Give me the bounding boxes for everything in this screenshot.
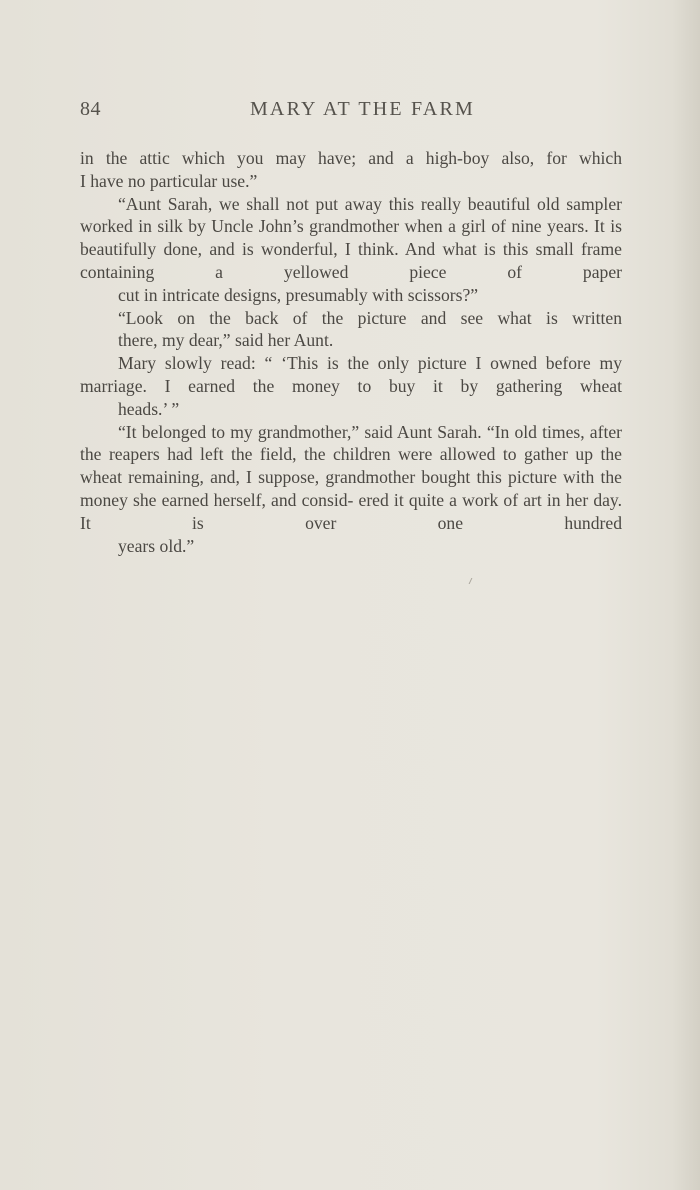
body-text	[80, 147, 622, 557]
text-line: “Look on the back of the picture and see what is written	[118, 307, 622, 328]
text-line: bought this picture with the money she earned herself, and consid-	[80, 467, 622, 510]
text-line: ered it quite a work of art in her day. It is over one hundred	[80, 489, 622, 533]
text-line: cut in intricate designs, presumably with scissors?”	[118, 284, 479, 305]
text-line: I have no particular use.”	[80, 170, 258, 191]
paragraph	[80, 193, 622, 307]
text-line: “Aunt Sarah, we shall not put away this really beautiful old	[118, 193, 560, 214]
page-number: 84	[80, 98, 101, 120]
running-title: MARY AT THE FARM	[249, 98, 476, 120]
text-line: years old.”	[118, 535, 195, 556]
page-header	[80, 98, 625, 124]
text-line: Mary slowly read: “ ‘This is the only picture I owned before	[118, 353, 591, 374]
text-line: of nine years. It is beautifully done, and is wonderful, I think.	[80, 216, 622, 260]
text-line: And what is this small frame containing a yellowed piece of paper	[80, 239, 622, 282]
paragraph	[80, 147, 622, 193]
text-line: heads.’ ”	[118, 398, 180, 419]
paragraph	[80, 352, 622, 420]
pencil-mark	[465, 578, 473, 584]
text-line: there, my dear,” said her Aunt.	[118, 330, 334, 351]
text-line: times, after the reapers had left the field, the children were allowed	[80, 421, 623, 465]
paragraph	[80, 307, 622, 353]
text-line: to gather up the wheat remaining, and, I suppose, grandmother	[80, 444, 622, 488]
text-line: sampler worked in silk by Uncle John’s grandmother when a girl	[80, 193, 622, 237]
text-line: in the attic which you may have; and a high-boy also, for which	[80, 148, 622, 168]
page-edge-shadow	[672, 0, 700, 1190]
paragraph	[80, 421, 622, 558]
text-line: my marriage. I earned the money to buy it by gathering wheat	[80, 353, 622, 396]
text-line: “It belonged to my grandmother,” said Aunt Sarah. “In old	[118, 421, 537, 442]
